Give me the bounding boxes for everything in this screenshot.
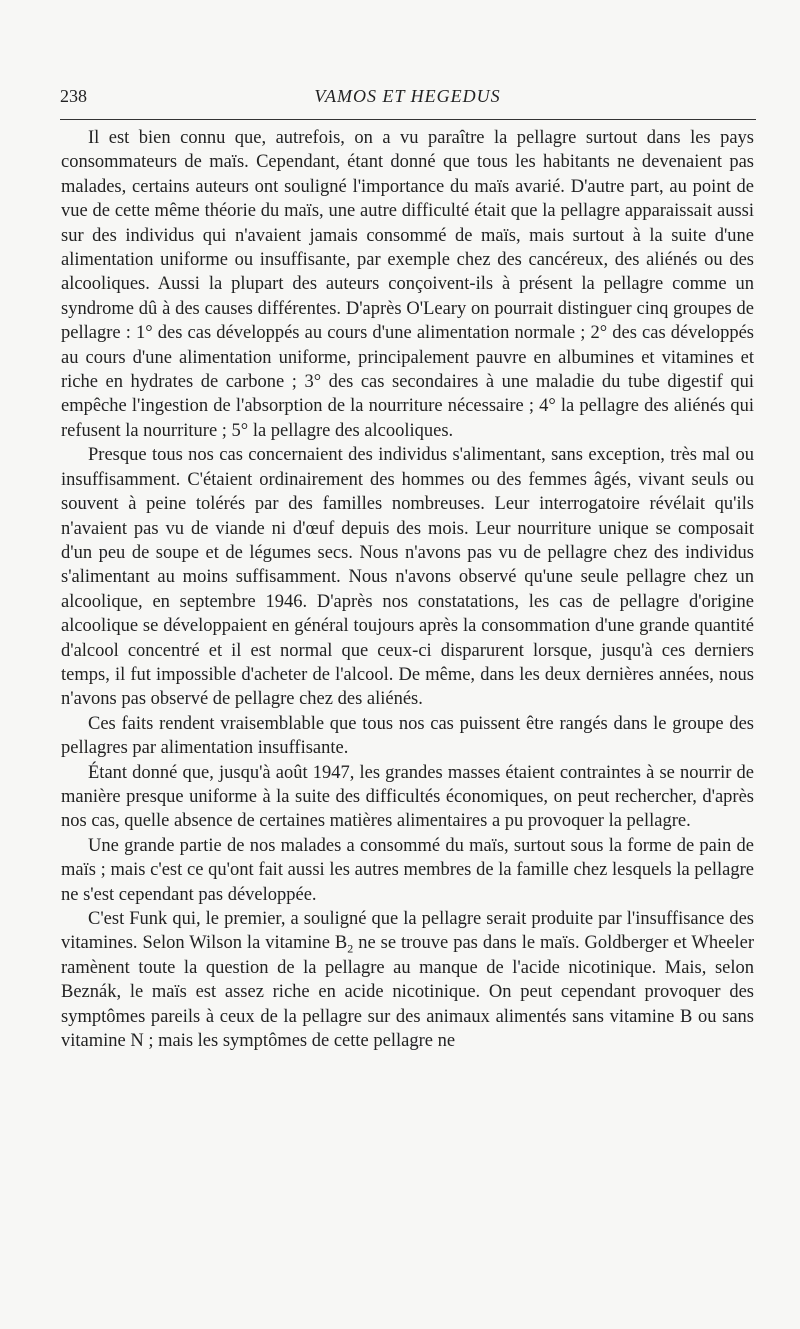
header-rule	[60, 119, 756, 120]
page-number: 238	[60, 86, 87, 106]
text-run: C'est Funk qui, le premier, a souligné que la pellagre serait produite par l'insuffisance des vitamines. Selon Wilson la vitamine B	[61, 909, 754, 954]
running-head: VAMOS ET HEGEDUS	[314, 86, 501, 106]
paragraph: Étant donné que, jusqu'à août 1947, les grandes masses étaient contraintes à se nourrir de manière presque uniforme à la suite des difficultés économiques, on peut rechercher, d'après nos cas, quelle absence de certaines matières alimentaires a pu provoquer la pellagre.	[61, 762, 754, 832]
paragraph: Ces faits rendent vraisemblable que tous nos cas puissent être rangés dans le groupe des pellagres par alimentation insuffisante.	[61, 713, 754, 759]
paragraph: Une grande partie de nos malades a consommé du maïs, surtout sous la forme de pain de maïs ; mais c'est ce qu'ont fait aussi les autres membres de la famille chez lesquels la pellagre ne s'est cependant pas développée.	[61, 835, 754, 905]
body-text	[61, 126, 754, 1053]
paragraph	[61, 907, 754, 1053]
text-run: ne se trouve pas dans le maïs. Goldberger et Wheeler ramènent toute la question de la pellagre au manque de l'acide nicotinique. Mais, selon Beznák, le maïs est assez riche en acide nicotinique. On peut cependant provoquer des symptômes pareils à ceux de la pellagre sur des animaux alimentés sans vitamine B ou sans vitamine N ; mais les symptômes de cette pellagre ne	[61, 933, 755, 1052]
subscript: 2	[347, 942, 354, 957]
page-header	[60, 86, 755, 114]
paragraph: Il est bien connu que, autrefois, on a vu paraître la pellagre surtout dans les pays consommateurs de maïs. Cependant, étant donné que tous les habitants ne devenaient pas malades, certains auteurs ont souligné l'importance du maïs avarié. D'autre part, au point de vue de cette même théorie du maïs, une autre difficulté était que la pellagre apparaissait aussi sur des individus qui n'avaient jamais consommé de maïs, mais surtout à la suite d'une alimentation uniforme ou insuffisante, par exemple chez des cancéreux, des aliénés ou des alcooliques. Aussi la plupart des auteurs conçoivent-ils à présent la pellagre comme un syndrome dû à des causes différentes. D'après O'Leary on pourrait distinguer cinq groupes de pellagre : 1° des cas développés au cours d'une alimentation normale ; 2° des cas développés au cours d'une alimentation uniforme, principalement pauvre en albumines et vitamines et riche en hydrates de carbone ; 3° des cas secondaires à une maladie du tube digestif qui empêche l'ingestion de l'absorption de la nourriture nécessaire ; 4° la pellagre des aliénés qui refusent la nourriture ; 5° la pellagre des alcooliques.	[61, 128, 754, 441]
paragraph: Presque tous nos cas concernaient des individus s'alimentant, sans exception, très mal ou insuffisamment. C'étaient ordinairement des hommes ou des femmes âgés, vivant seuls ou souvent à peine tolérés par des familles nombreuses. Leur interrogatoire révélait qu'ils n'avaient pas vu de viande ni d'œuf depuis des mois. Leur nourriture unique se composait d'un peu de soupe et de légumes secs. Nous n'avons pas vu de pellagre chez des individus s'alimentant au moins suffisamment. Nous n'avons observé qu'une seule pellagre chez un alcoolique, en septembre 1946. D'après nos constatations, les cas de pellagre d'origine alcoolique se développaient en général toujours après la consommation d'une grande quantité d'alcool concentré et il est normal que ceux-ci disparurent lorsque, jusqu'à ces derniers temps, il fut impossible d'acheter de l'alcool. De même, dans les deux dernières années, nous n'avons pas observé de pellagre chez des aliénés.	[61, 445, 754, 710]
